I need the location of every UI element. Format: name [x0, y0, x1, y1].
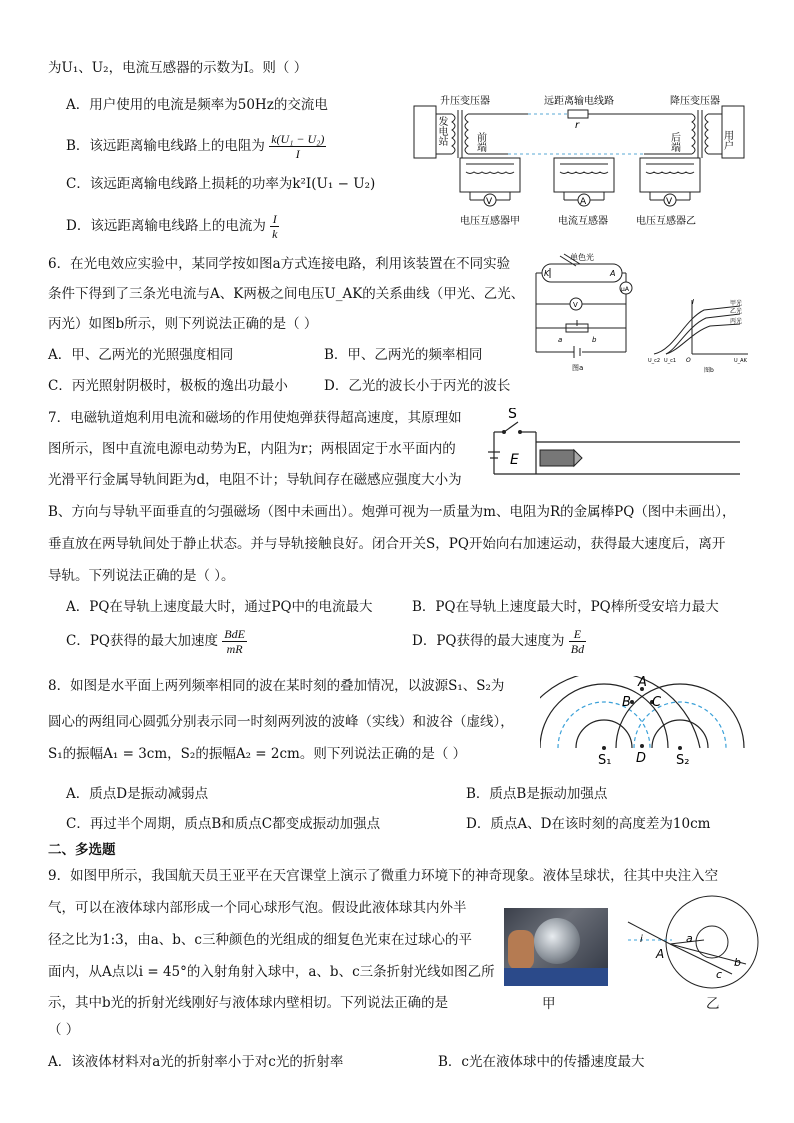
q8-source-s1 — [602, 746, 606, 750]
q6-fig-v: V — [573, 301, 578, 309]
q7-line-2: 图所示，图中直流电源电动势为E，内阻为r；两根固定于水平面内的 — [48, 441, 456, 457]
q9-refraction-diagram — [620, 894, 760, 994]
q6-line-3: 丙光）如图b所示，则下列说法正确的是（ ） — [48, 316, 318, 332]
q9-line-3: 径之比为1:3，由a、b、c三种颜色的光组成的细复色光束在过球心的平 — [48, 932, 472, 948]
q5-option-b-fraction — [269, 132, 326, 161]
q5-fig-user: 用户 — [721, 130, 733, 150]
q7-line-1: 7．电磁轨道炮利用电流和磁场的作用使炮弹获得超高速度，其原理如 — [48, 410, 462, 426]
q5-option-c: C．该远距离输电线路上损耗的功率为k²I(U₁ − U₂) — [66, 176, 376, 192]
q7-c-numerator: BdE — [224, 627, 245, 641]
q5-option-d — [66, 210, 279, 242]
section-multiple-choice-heading: 二、多选题 — [48, 842, 116, 858]
q8-option-b: B．质点B是振动加强点 — [466, 786, 608, 802]
q9-photo-liquid-sphere — [534, 918, 580, 964]
q6-line-2: 条件下得到了三条光电流与A、K两极之间电压U_AK的关系曲线（甲光、乙光、 — [48, 286, 525, 302]
q5-fig-step-up: 升压变压器 — [440, 96, 490, 107]
q6-circuit-diagram — [530, 252, 640, 374]
q6-fig-uc1: U_c1 — [664, 358, 677, 364]
q8-label-s2: S₂ — [676, 753, 690, 768]
q5-option-b — [66, 130, 326, 162]
q5-fig-v2: V — [666, 197, 673, 207]
q6-fig-jia: 甲光 — [730, 300, 743, 307]
q5-option-d-text: D．该远距离输电线路上的电流为 — [66, 218, 266, 234]
q7-option-d-text: D．PQ获得的最大速度为 — [412, 633, 565, 649]
q8-line-1: 8．如图是水平面上两列频率相同的波在某时刻的叠加情况，以波源S₁、S₂为 — [48, 678, 505, 694]
q9-fig-ray-c: c — [716, 968, 723, 981]
q5-fig-step-down: 降压变压器 — [670, 96, 720, 107]
q5-option-a: A．用户使用的电流是频率为50Hz的交流电 — [66, 97, 328, 113]
q7-d-numerator: E — [569, 627, 586, 642]
q7-line-4: B、方向与导轨平面垂直的匀强磁场（图中未画出）。炮弹可视为一质量为m、电阻为R的金属棒PQ（图中未画出）， — [48, 504, 736, 520]
q9-photo-uniform — [504, 968, 608, 986]
q7-switch-pivot — [502, 430, 506, 434]
q7-line-5: 垂直放在两导轨间处于静止状态。并与导轨接触良好。闭合开关S，PQ开始向右加速运动，获得最大速度后，离开 — [48, 536, 726, 552]
q5-d-denominator: k — [272, 227, 278, 241]
q6-fig-i-axis: I — [692, 298, 695, 306]
q6-fig-light: 单色光 — [570, 253, 594, 262]
q7-line-3: 光滑平行金属导轨间距为d，电阻不计；导轨间存在磁感应强度大小为 — [48, 472, 462, 488]
q5-fig-ct: 电流互感器 — [558, 216, 608, 227]
q9-fig-a-point: A — [656, 947, 665, 961]
q7-projectile-tip — [574, 450, 582, 466]
q9-photo-hand — [508, 930, 534, 970]
q9-fig-caption-1: 甲 — [542, 996, 556, 1012]
q8-label-s1: S₁ — [598, 753, 612, 768]
q9-fig-caption-2: 乙 — [706, 996, 720, 1012]
q6-fig-origin: O — [686, 357, 691, 364]
q9-fig-ray-a: a — [686, 932, 693, 945]
q7-option-c-fraction — [222, 627, 247, 656]
q6-option-a: A．甲、乙两光的光照强度相同 — [48, 347, 234, 363]
q6-fig-a-terminal: a — [558, 336, 563, 344]
q5-fig-generator — [417, 115, 448, 147]
q6-option-b: B．甲、乙两光的频率相同 — [324, 347, 483, 363]
q9-line-1: 9．如图甲所示，我国航天员王亚平在天宫课堂上演示了微重力环境下的神奇现象。液体呈球状，往其中央注入空 — [48, 868, 719, 884]
q6-line-1: 6．在光电效应实验中，某同学按如图a方式连接电路，利用该装置在不同实验 — [48, 256, 511, 272]
q9-line-5: 示，其中b光的折射光线刚好与液体球内壁相切。下列说法正确的是 — [48, 995, 449, 1011]
q6-fig-b-terminal: b — [592, 336, 597, 344]
q5-fig-line-label: 远距离输电线路 — [544, 96, 614, 107]
q7-option-d-fraction — [569, 627, 586, 656]
q6-fig-uc2: U_c2 — [648, 358, 661, 364]
q7-projectile — [540, 450, 574, 466]
q5-fig-vt2: 电压互感器乙 — [636, 216, 696, 227]
q5-fig-r: r — [575, 120, 580, 131]
q6-option-c: C．丙光照射阴极时，极板的逸出功最小 — [48, 378, 288, 394]
q6-fig-k: K — [544, 269, 550, 278]
q7-option-c — [66, 624, 247, 658]
q8-label-a: A — [638, 676, 647, 690]
q9-photo-astronaut — [504, 908, 608, 986]
q9-line-6: （ ） — [48, 1022, 80, 1038]
q6-fig-yi: 乙光 — [730, 308, 743, 315]
q5-b-denominator: I — [295, 147, 300, 161]
q5-fig-a: A — [580, 197, 587, 207]
q7-d-denominator: Bd — [570, 642, 585, 656]
q5-fig-v1: V — [486, 197, 493, 207]
q8-point-d — [640, 744, 644, 748]
q8-option-c: C．再过半个周期，质点B和质点C都变成振动加强点 — [66, 816, 381, 832]
q5-option-b-text: B．该远距离输电线路上的电阻为 — [66, 138, 265, 154]
q9-option-b: B．c光在液体球中的传播速度最大 — [438, 1054, 645, 1070]
q6-fig-ua: μA — [621, 286, 629, 293]
q5-b-numerator: k(U₁ − U₂) — [271, 132, 325, 146]
q6-fig-bing: 丙光 — [730, 318, 743, 325]
q5-fig-back: 后端 — [668, 132, 680, 152]
q6-option-d: D．乙光的波长小于丙光的波长 — [324, 378, 511, 394]
q5-d-numerator: I — [270, 212, 279, 227]
q7-option-a: A．PQ在导轨上速度最大时，通过PQ中的电流最大 — [66, 599, 373, 615]
q9-option-a: A．该液体材料对a光的折射率小于对c光的折射率 — [48, 1054, 344, 1070]
q6-fig-uak-axis: U_AK — [734, 358, 747, 364]
q5-option-d-fraction — [270, 212, 279, 241]
q8-label-b: B — [622, 695, 631, 710]
q6-iv-curves — [644, 296, 754, 374]
q6-fig-caption-a: 图a — [572, 364, 584, 372]
q7-c-denominator: mR — [226, 642, 243, 656]
q8-interference-diagram — [540, 676, 750, 770]
q5-fig-gen-text: 发电站 — [417, 116, 447, 127]
q7-railgun-diagram — [480, 408, 746, 488]
q7-switch-contact — [518, 430, 522, 434]
q5-transmission-diagram — [408, 92, 748, 232]
q8-label-d: D — [636, 751, 647, 766]
q8-line-3: S₁的振幅A₁ = 3cm，S₂的振幅A₂ = 2cm。则下列说法正确的是（ ） — [48, 746, 467, 762]
q8-line-2: 圆心的两组同心圆弧分别表示同一时刻两列波的波峰（实线）和波谷（虚线）， — [48, 714, 514, 730]
q8-label-c: C — [652, 695, 662, 710]
q5-fig-front: 前端 — [474, 132, 486, 152]
q7-option-d — [412, 624, 586, 658]
q7-option-b: B．PQ在导轨上速度最大时，PQ棒所受安培力最大 — [412, 599, 719, 615]
q6-fig-caption-b: 图b — [704, 367, 714, 374]
q7-fig-s: S — [508, 408, 517, 422]
q6-fig-a: A — [610, 269, 616, 278]
q9-fig-ray-b: b — [734, 956, 741, 969]
q7-fig-e: E — [510, 452, 519, 468]
q5-stem-tail: 为U₁、U₂，电流互感器的示数为I。则（ ） — [48, 60, 308, 76]
q9-fig-i: i — [640, 934, 643, 945]
q8-option-a: A．质点D是振动减弱点 — [66, 786, 209, 802]
q9-line-4: 面内，从A点以i = 45°的入射角射入球中，a、b、c三条折射光线如图乙所 — [48, 964, 495, 980]
q8-option-d: D．质点A、D在该时刻的高度差为10cm — [466, 816, 711, 832]
q9-line-2: 气，可以在液体球内部形成一个同心球形气泡。假设此液体球其内外半 — [48, 900, 467, 916]
q7-option-c-text: C．PQ获得的最大加速度 — [66, 633, 218, 649]
q8-source-s2 — [678, 746, 682, 750]
q5-fig-vt1: 电压互感器甲 — [460, 216, 520, 227]
q7-line-6: 导轨。下列说法正确的是（ ）。 — [48, 568, 235, 584]
